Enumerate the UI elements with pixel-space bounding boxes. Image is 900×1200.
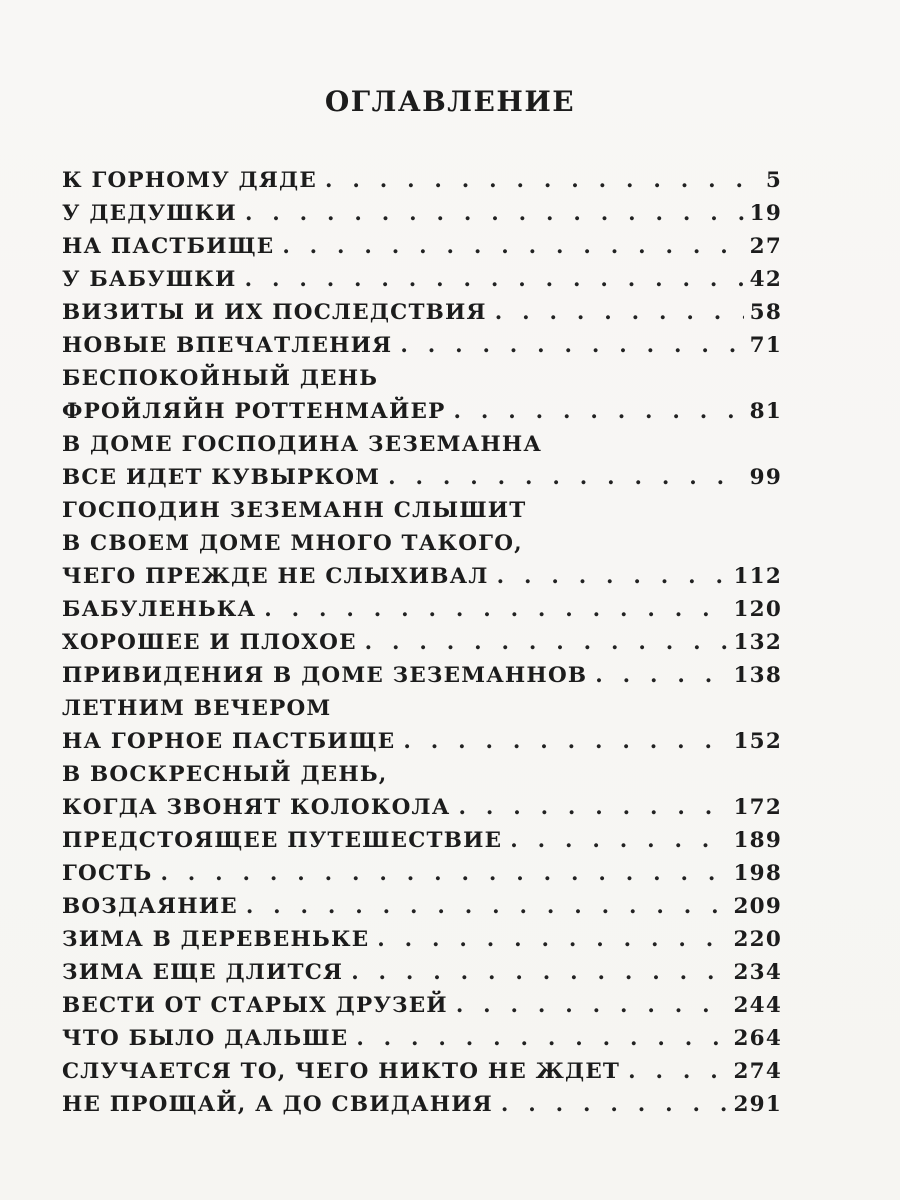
chapter-title: В СВОЕМ ДОМЕ МНОГО ТАКОГО,	[62, 531, 523, 556]
toc-entry-line	[62, 197, 782, 230]
chapter-title: БЕСПОКОЙНЫЙ ДЕНЬ	[62, 366, 379, 391]
dot-leader	[497, 560, 728, 593]
table-of-contents	[62, 164, 782, 1121]
toc-entry-line	[62, 428, 782, 461]
dot-leader	[282, 230, 743, 263]
page-number: 274	[733, 1059, 782, 1084]
toc-entry	[62, 197, 782, 230]
chapter-title: ПРИВИДЕНИЯ В ДОМЕ ЗЕЗЕМАННОВ	[62, 663, 588, 688]
chapter-title: НА ПАСТБИЩЕ	[62, 234, 275, 259]
chapter-title: ЧТО БЫЛО ДАЛЬШЕ	[62, 1026, 349, 1051]
toc-entry	[62, 329, 782, 362]
toc-entry	[62, 1022, 782, 1055]
dot-leader	[160, 857, 727, 890]
page-number: 138	[733, 663, 782, 688]
toc-entry-line	[62, 956, 782, 989]
toc-entry-line	[62, 1088, 782, 1121]
chapter-title: ЗИМА ЕЩЕ ДЛИТСЯ	[62, 960, 344, 985]
page-number: 99	[749, 465, 782, 490]
toc-entry-line	[62, 593, 782, 626]
chapter-title: БАБУЛЕНЬКА	[62, 597, 257, 622]
chapter-title: ГОСПОДИН ЗЕЗЕМАНН СЛЫШИТ	[62, 498, 527, 523]
dot-leader	[246, 890, 728, 923]
dot-leader	[377, 923, 727, 956]
page-number: 234	[733, 960, 782, 985]
chapter-title: НОВЫЕ ВПЕЧАТЛЕНИЯ	[62, 333, 393, 358]
toc-entry	[62, 1088, 782, 1121]
dot-leader	[501, 1088, 728, 1121]
page-number: 5	[765, 168, 782, 193]
chapter-title: ФРОЙЛЯЙН РОТТЕНМАЙЕР	[62, 399, 446, 424]
page-number: 27	[749, 234, 782, 259]
toc-entry	[62, 989, 782, 1022]
dot-leader	[325, 164, 752, 197]
toc-entry-line	[62, 1055, 782, 1088]
toc-entry	[62, 362, 782, 428]
toc-entry	[62, 1055, 782, 1088]
chapter-title: ПРЕДСТОЯЩЕЕ ПУТЕШЕСТВИЕ	[62, 828, 503, 853]
dot-leader	[400, 329, 743, 362]
dot-leader	[245, 263, 744, 296]
page-number: 244	[733, 993, 782, 1018]
toc-entry-line	[62, 527, 782, 560]
chapter-title: К ГОРНОМУ ДЯДЕ	[62, 168, 317, 193]
chapter-title: У ДЕДУШКИ	[62, 201, 237, 226]
toc-entry	[62, 164, 782, 197]
toc-entry-line	[62, 164, 782, 197]
toc-entry	[62, 263, 782, 296]
chapter-title: ХОРОШЕЕ И ПЛОХОЕ	[62, 630, 357, 655]
page-number: 209	[733, 894, 782, 919]
dot-leader	[453, 395, 743, 428]
dot-leader	[351, 956, 727, 989]
page-number: 220	[733, 927, 782, 952]
chapter-title: КОГДА ЗВОНЯТ КОЛОКОЛА	[62, 795, 451, 820]
dot-leader	[495, 296, 744, 329]
toc-entry-line	[62, 923, 782, 956]
page-number: 152	[733, 729, 782, 754]
dot-leader	[595, 659, 727, 692]
page-number: 189	[733, 828, 782, 853]
toc-entry-line	[62, 824, 782, 857]
chapter-title: СЛУЧАЕТСЯ ТО, ЧЕГО НИКТО НЕ ЖДЕТ	[62, 1059, 621, 1084]
toc-entry	[62, 428, 782, 494]
toc-entry	[62, 923, 782, 956]
toc-entry-line	[62, 626, 782, 659]
toc-entry-line	[62, 494, 782, 527]
toc-entry-line	[62, 659, 782, 692]
page-number: 81	[749, 399, 782, 424]
toc-entry	[62, 296, 782, 329]
page-number: 120	[733, 597, 782, 622]
chapter-title: НА ГОРНОЕ ПАСТБИЩЕ	[62, 729, 396, 754]
page-number: 112	[733, 564, 782, 589]
dot-leader	[245, 197, 744, 230]
toc-entry	[62, 824, 782, 857]
toc-entry	[62, 857, 782, 890]
dot-leader	[628, 1055, 727, 1088]
page-number: 198	[733, 861, 782, 886]
chapter-title: ГОСТЬ	[62, 861, 153, 886]
toc-entry-line	[62, 395, 782, 428]
toc-entry-line	[62, 461, 782, 494]
chapter-title: У БАБУШКИ	[62, 267, 237, 292]
dot-leader	[456, 989, 728, 1022]
toc-entry-line	[62, 989, 782, 1022]
chapter-title: В ДОМЕ ГОСПОДИНА ЗЕЗЕМАННА	[62, 432, 543, 457]
chapter-title: ВЕСТИ ОТ СТАРЫХ ДРУЗЕЙ	[62, 993, 448, 1018]
chapter-title: НЕ ПРОЩАЙ, А ДО СВИДАНИЯ	[62, 1092, 493, 1117]
page-number: 172	[733, 795, 782, 820]
chapter-title: ВСЕ ИДЕТ КУВЫРКОМ	[62, 465, 381, 490]
chapter-title: ВИЗИТЫ И ИХ ПОСЛЕДСТВИЯ	[62, 300, 487, 325]
toc-entry-line	[62, 758, 782, 791]
toc-entry-line	[62, 1022, 782, 1055]
page-number: 58	[749, 300, 782, 325]
toc-entry-line	[62, 296, 782, 329]
dot-leader	[403, 725, 727, 758]
toc-entry	[62, 692, 782, 758]
toc-entry	[62, 593, 782, 626]
toc-entry	[62, 956, 782, 989]
toc-entry-line	[62, 857, 782, 890]
toc-entry-line	[62, 362, 782, 395]
toc-entry	[62, 626, 782, 659]
toc-entry-line	[62, 791, 782, 824]
page-number: 291	[733, 1092, 782, 1117]
page-number: 132	[733, 630, 782, 655]
dot-leader	[388, 461, 744, 494]
dot-leader	[365, 626, 728, 659]
toc-entry	[62, 230, 782, 263]
page-number: 71	[749, 333, 782, 358]
toc-entry-line	[62, 725, 782, 758]
toc-entry	[62, 494, 782, 593]
page-number: 42	[749, 267, 782, 292]
page-title: ОГЛАВЛЕНИЕ	[324, 85, 576, 118]
toc-entry-line	[62, 230, 782, 263]
chapter-title: В ВОСКРЕСНЫЙ ДЕНЬ,	[62, 762, 388, 787]
chapter-title: ВОЗДАЯНИЕ	[62, 894, 238, 919]
toc-entry-line	[62, 329, 782, 362]
chapter-title: ЧЕГО ПРЕЖДЕ НЕ СЛЫХИВАЛ	[62, 564, 489, 589]
toc-entry-line	[62, 692, 782, 725]
dot-leader	[356, 1022, 727, 1055]
toc-entry	[62, 659, 782, 692]
page-number: 19	[749, 201, 782, 226]
toc-entry-line	[62, 560, 782, 593]
toc-entry	[62, 890, 782, 923]
page-number: 264	[733, 1026, 782, 1051]
dot-leader	[458, 791, 727, 824]
toc-entry-line	[62, 890, 782, 923]
chapter-title: ЛЕТНИМ ВЕЧЕРОМ	[62, 696, 332, 721]
chapter-title: ЗИМА В ДЕРЕВЕНЬКЕ	[62, 927, 370, 952]
toc-entry	[62, 758, 782, 824]
dot-leader	[510, 824, 727, 857]
dot-leader	[264, 593, 727, 626]
toc-entry-line	[62, 263, 782, 296]
